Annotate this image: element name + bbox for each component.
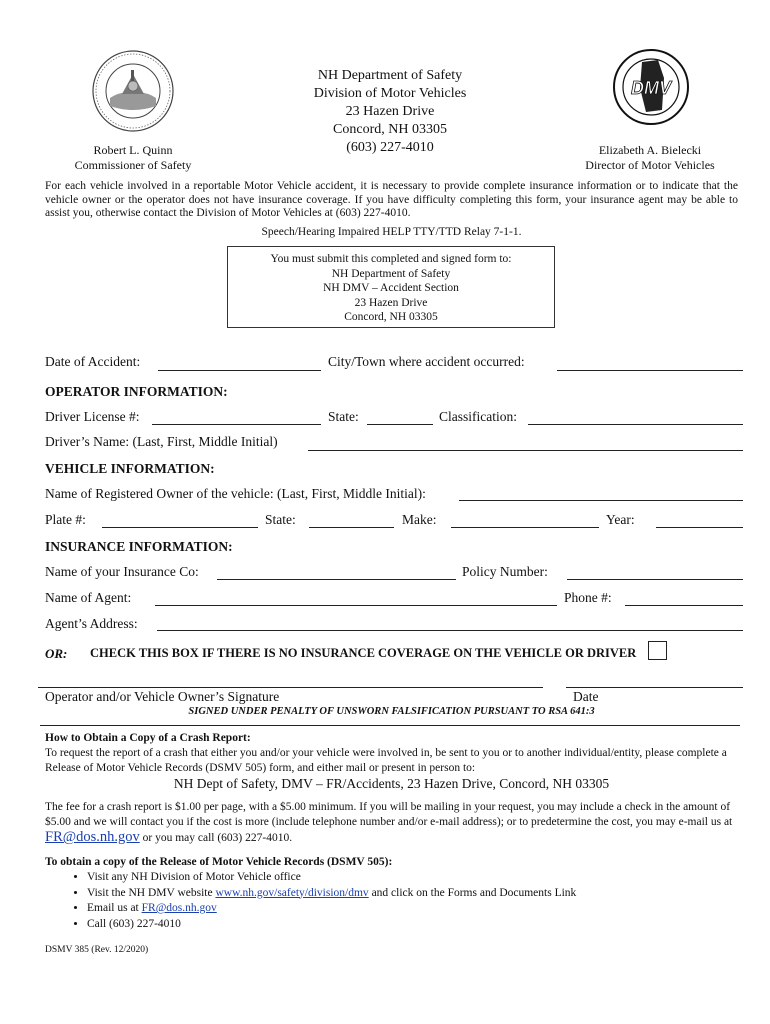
dmv-logo-text: DMV: [631, 78, 671, 98]
dmv-website-link[interactable]: www.nh.gov/safety/division/dmv: [215, 886, 369, 899]
agent-name-label: Name of Agent:: [45, 590, 132, 605]
dept-line: (603) 227-4010: [346, 140, 434, 155]
registered-owner-label: Name of Registered Owner of the vehicle: (Last, First, Middle Initial):: [45, 486, 426, 501]
crash-report-heading: How to Obtain a Copy of a Crash Report:: [45, 732, 251, 744]
submit-line: NH Department of Safety: [331, 267, 451, 280]
agent-address-label: Agent’s Address:: [45, 616, 138, 631]
classification-label: Classification:: [439, 409, 517, 424]
signature-date-field[interactable]: [566, 687, 743, 688]
submit-line: NH DMV – Accident Section: [323, 282, 459, 294]
insurance-company-field[interactable]: [217, 579, 456, 580]
submit-to-box: [227, 246, 555, 328]
email-link[interactable]: FR@dos.nh.gov: [141, 902, 217, 914]
dept-line: Concord, NH 03305: [333, 122, 447, 137]
signature-field[interactable]: [38, 687, 543, 688]
policy-number-label: Policy Number:: [462, 564, 548, 579]
agent-address-field[interactable]: [157, 630, 743, 631]
vehicle-state-label: State:: [265, 512, 296, 527]
registered-owner-field[interactable]: [459, 500, 743, 501]
operator-state-field[interactable]: [367, 424, 433, 425]
submit-line: 23 Hazen Drive: [354, 296, 428, 309]
city-town-label: City/Town where accident occurred:: [328, 354, 525, 369]
insurance-heading: INSURANCE INFORMATION:: [45, 539, 233, 554]
list-item: [87, 886, 576, 902]
operator-heading: OPERATOR INFORMATION:: [45, 384, 228, 399]
list-item-text: Call (603) 227-4010: [87, 917, 181, 930]
make-field[interactable]: [451, 527, 599, 528]
fee-text: The fee for a crash report is $1.00 per page, with a $5.00 minimum. If you will be mailing in your request, you may include a check in the amount of $5.00 and we will contact you if the cost is more (include telephone number and/or e-mail address); or to predetermine the cost, you may e-mail us at: [45, 801, 733, 828]
signature-date-label: Date: [573, 689, 599, 704]
vehicle-heading: VEHICLE INFORMATION:: [45, 461, 215, 476]
list-item-text: Email us at: [87, 902, 142, 914]
release-options-list: [45, 870, 576, 932]
agent-name-field[interactable]: [155, 605, 557, 606]
penalty-statement: SIGNED UNDER PENALTY OF UNSWORN FALSIFICATION PURSUANT TO RSA 641:3: [188, 706, 595, 717]
release-heading: To obtain a copy of the Release of Motor Vehicle Records (DSMV 505):: [45, 856, 393, 868]
form-number: DSMV 385 (Rev. 12/2020): [45, 945, 149, 955]
dept-line: NH Department of Safety: [317, 68, 463, 83]
commissioner-block: [60, 143, 206, 173]
list-item: [87, 917, 576, 933]
list-item: [87, 870, 576, 886]
agent-phone-label: Phone #:: [564, 590, 612, 605]
plate-label: Plate #:: [45, 512, 86, 527]
nh-state-seal-icon: [92, 50, 174, 132]
list-item-text: Visit the NH DMV website: [87, 886, 216, 899]
director-block: [572, 143, 728, 173]
driver-license-label: Driver License #:: [45, 409, 140, 424]
crash-report-address: NH Dept of Safety, DMV – FR/Accidents, 23 Hazen Drive, Concord, NH 03305: [173, 776, 610, 791]
commissioner-name: Robert L. Quinn: [93, 143, 173, 157]
list-item: [87, 901, 576, 917]
dept-line: Division of Motor Vehicles: [313, 86, 467, 101]
list-item-text: Visit any NH Division of Motor Vehicle office: [87, 871, 301, 883]
vehicle-state-field[interactable]: [309, 527, 394, 528]
insurance-company-label: Name of your Insurance Co:: [45, 564, 199, 579]
policy-number-field[interactable]: [567, 579, 743, 580]
plate-field[interactable]: [102, 527, 258, 528]
relay-line: Speech/Hearing Impaired HELP TTY/TTD Relay 7-1-1.: [261, 226, 522, 238]
year-field[interactable]: [656, 527, 743, 528]
date-of-accident-label: Date of Accident:: [45, 354, 141, 369]
fee-text-end: or you may call (603) 227-4010.: [139, 832, 293, 844]
classification-field[interactable]: [528, 424, 743, 425]
make-label: Make:: [402, 512, 437, 527]
submit-line: Concord, NH 03305: [344, 311, 438, 323]
email-link[interactable]: FR@dos.nh.gov: [45, 829, 140, 845]
director-name: Elizabeth A. Bielecki: [598, 143, 702, 157]
crash-report-paragraph: To request the report of a crash that either you and/or your vehicle were involved in, be sent to you or to another individual/entity, please complete a Release of Motor Vehicle Records (DSMV 505) form, and either mail or present in person to:: [45, 747, 727, 774]
date-of-accident-field[interactable]: [158, 370, 321, 371]
or-label: OR:: [45, 646, 68, 661]
operator-state-label: State:: [328, 409, 359, 424]
dept-line: 23 Hazen Drive: [345, 104, 435, 119]
commissioner-title: Commissioner of Safety: [74, 158, 192, 172]
year-label: Year:: [606, 512, 635, 527]
drivers-name-field[interactable]: [308, 450, 743, 451]
submit-line: You must submit this completed and signed form to:: [270, 253, 512, 265]
director-title: Director of Motor Vehicles: [585, 158, 715, 172]
drivers-name-label: Driver’s Name: (Last, First, Middle Initial): [45, 434, 278, 449]
driver-license-field[interactable]: [152, 424, 321, 425]
crash-report-fee-paragraph: [45, 800, 738, 846]
department-address-block: [250, 67, 530, 157]
no-coverage-text: CHECK THIS BOX IF THERE IS NO INSURANCE COVERAGE ON THE VEHICLE OR DRIVER: [90, 646, 637, 660]
list-item-text: and click on the Forms and Documents Link: [368, 886, 577, 899]
city-town-field[interactable]: [557, 370, 743, 371]
agent-phone-field[interactable]: [625, 605, 743, 606]
dmv-logo-icon: [612, 48, 690, 126]
signature-label: Operator and/or Vehicle Owner’s Signature: [45, 689, 280, 704]
intro-paragraph: For each vehicle involved in a reportable Motor Vehicle accident, it is necessary to provide complete insurance information or to indicate that the vehicle owner or the operator does not have insurance coverage. If you have difficulty completing this form, your insurance agent may be able to assist you, otherwise contact the Division of Motor Vehicles at (603) 227-4010.: [45, 180, 738, 219]
no-coverage-checkbox[interactable]: [648, 641, 667, 660]
section-divider: [40, 725, 740, 726]
